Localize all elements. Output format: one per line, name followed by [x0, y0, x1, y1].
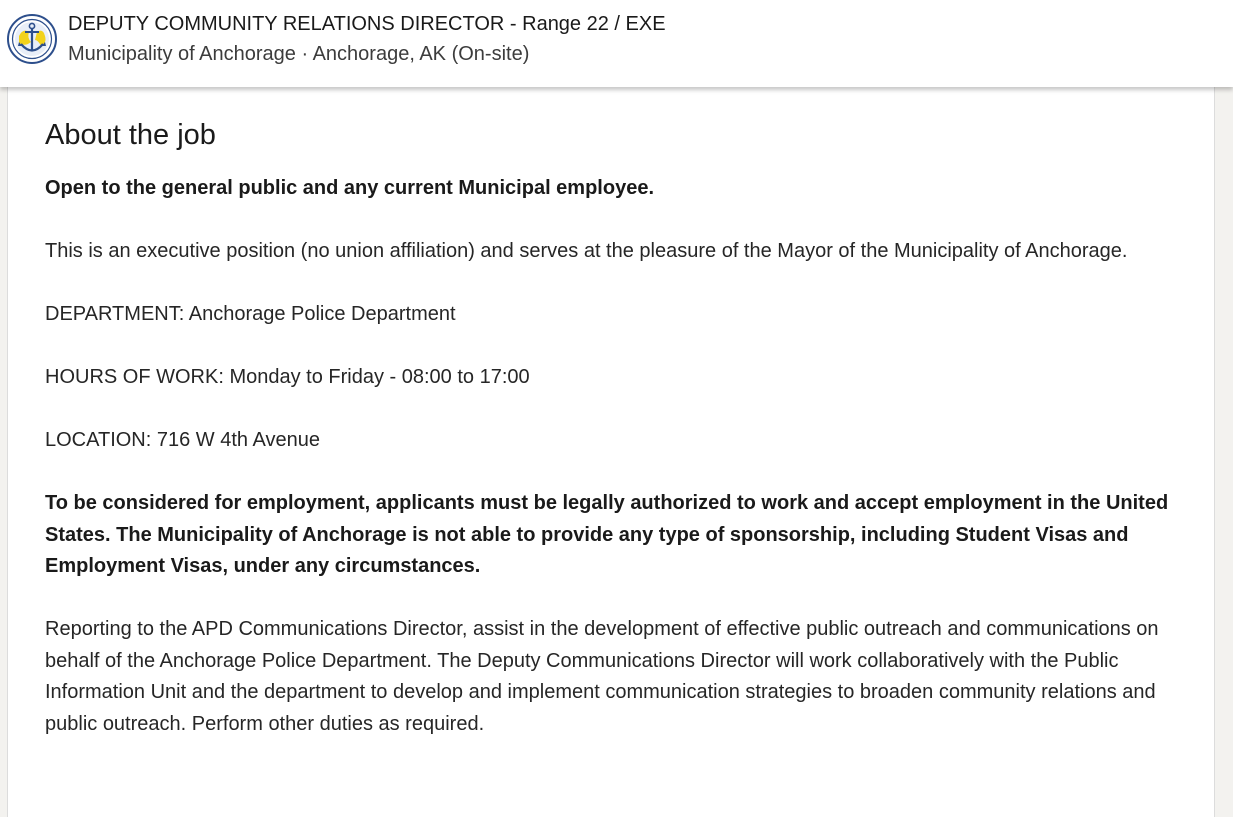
company-location: Municipality of Anchorage · Anchorage, AK (On-site) [68, 43, 530, 65]
department-line: DEPARTMENT: Anchorage Police Department [45, 303, 456, 325]
location-line: LOCATION: 716 W 4th Avenue [45, 429, 320, 451]
section-heading: About the job [45, 119, 216, 151]
job-title[interactable]: DEPUTY COMMUNITY RELATIONS DIRECTOR - Range 22 / EXE [68, 13, 666, 35]
position-type-paragraph: This is an executive position (no union affiliation) and serves at the pleasure of the Mayor of the Municipality of Anchorage. [45, 240, 1128, 262]
job-description [45, 117, 1195, 772]
about-the-job-card [7, 87, 1215, 817]
work-authorization-notice: To be considered for employment, applicants must be legally authorized to work and accept employment in the United States. The Municipality of Anchorage is not able to provide any type of sponsorship, including Student Visas and Employment Visas, under any circumstances. [45, 492, 1169, 577]
company-logo-icon[interactable] [7, 14, 57, 64]
eligibility-statement: Open to the general public and any current Municipal employee. [45, 177, 655, 199]
job-header-bar [0, 0, 1233, 87]
job-summary-paragraph: Reporting to the APD Communications Director, assist in the development of effective public outreach and communications on behalf of the Anchorage Police Department. The Deputy Communications Director will work collaboratively with the Public Information Unit and the department to develop and implement communication strategies to broaden community relations and public outreach. Perform other duties as required. [45, 618, 1159, 735]
hours-line: HOURS OF WORK: Monday to Friday - 08:00 to 17:00 [45, 366, 530, 388]
